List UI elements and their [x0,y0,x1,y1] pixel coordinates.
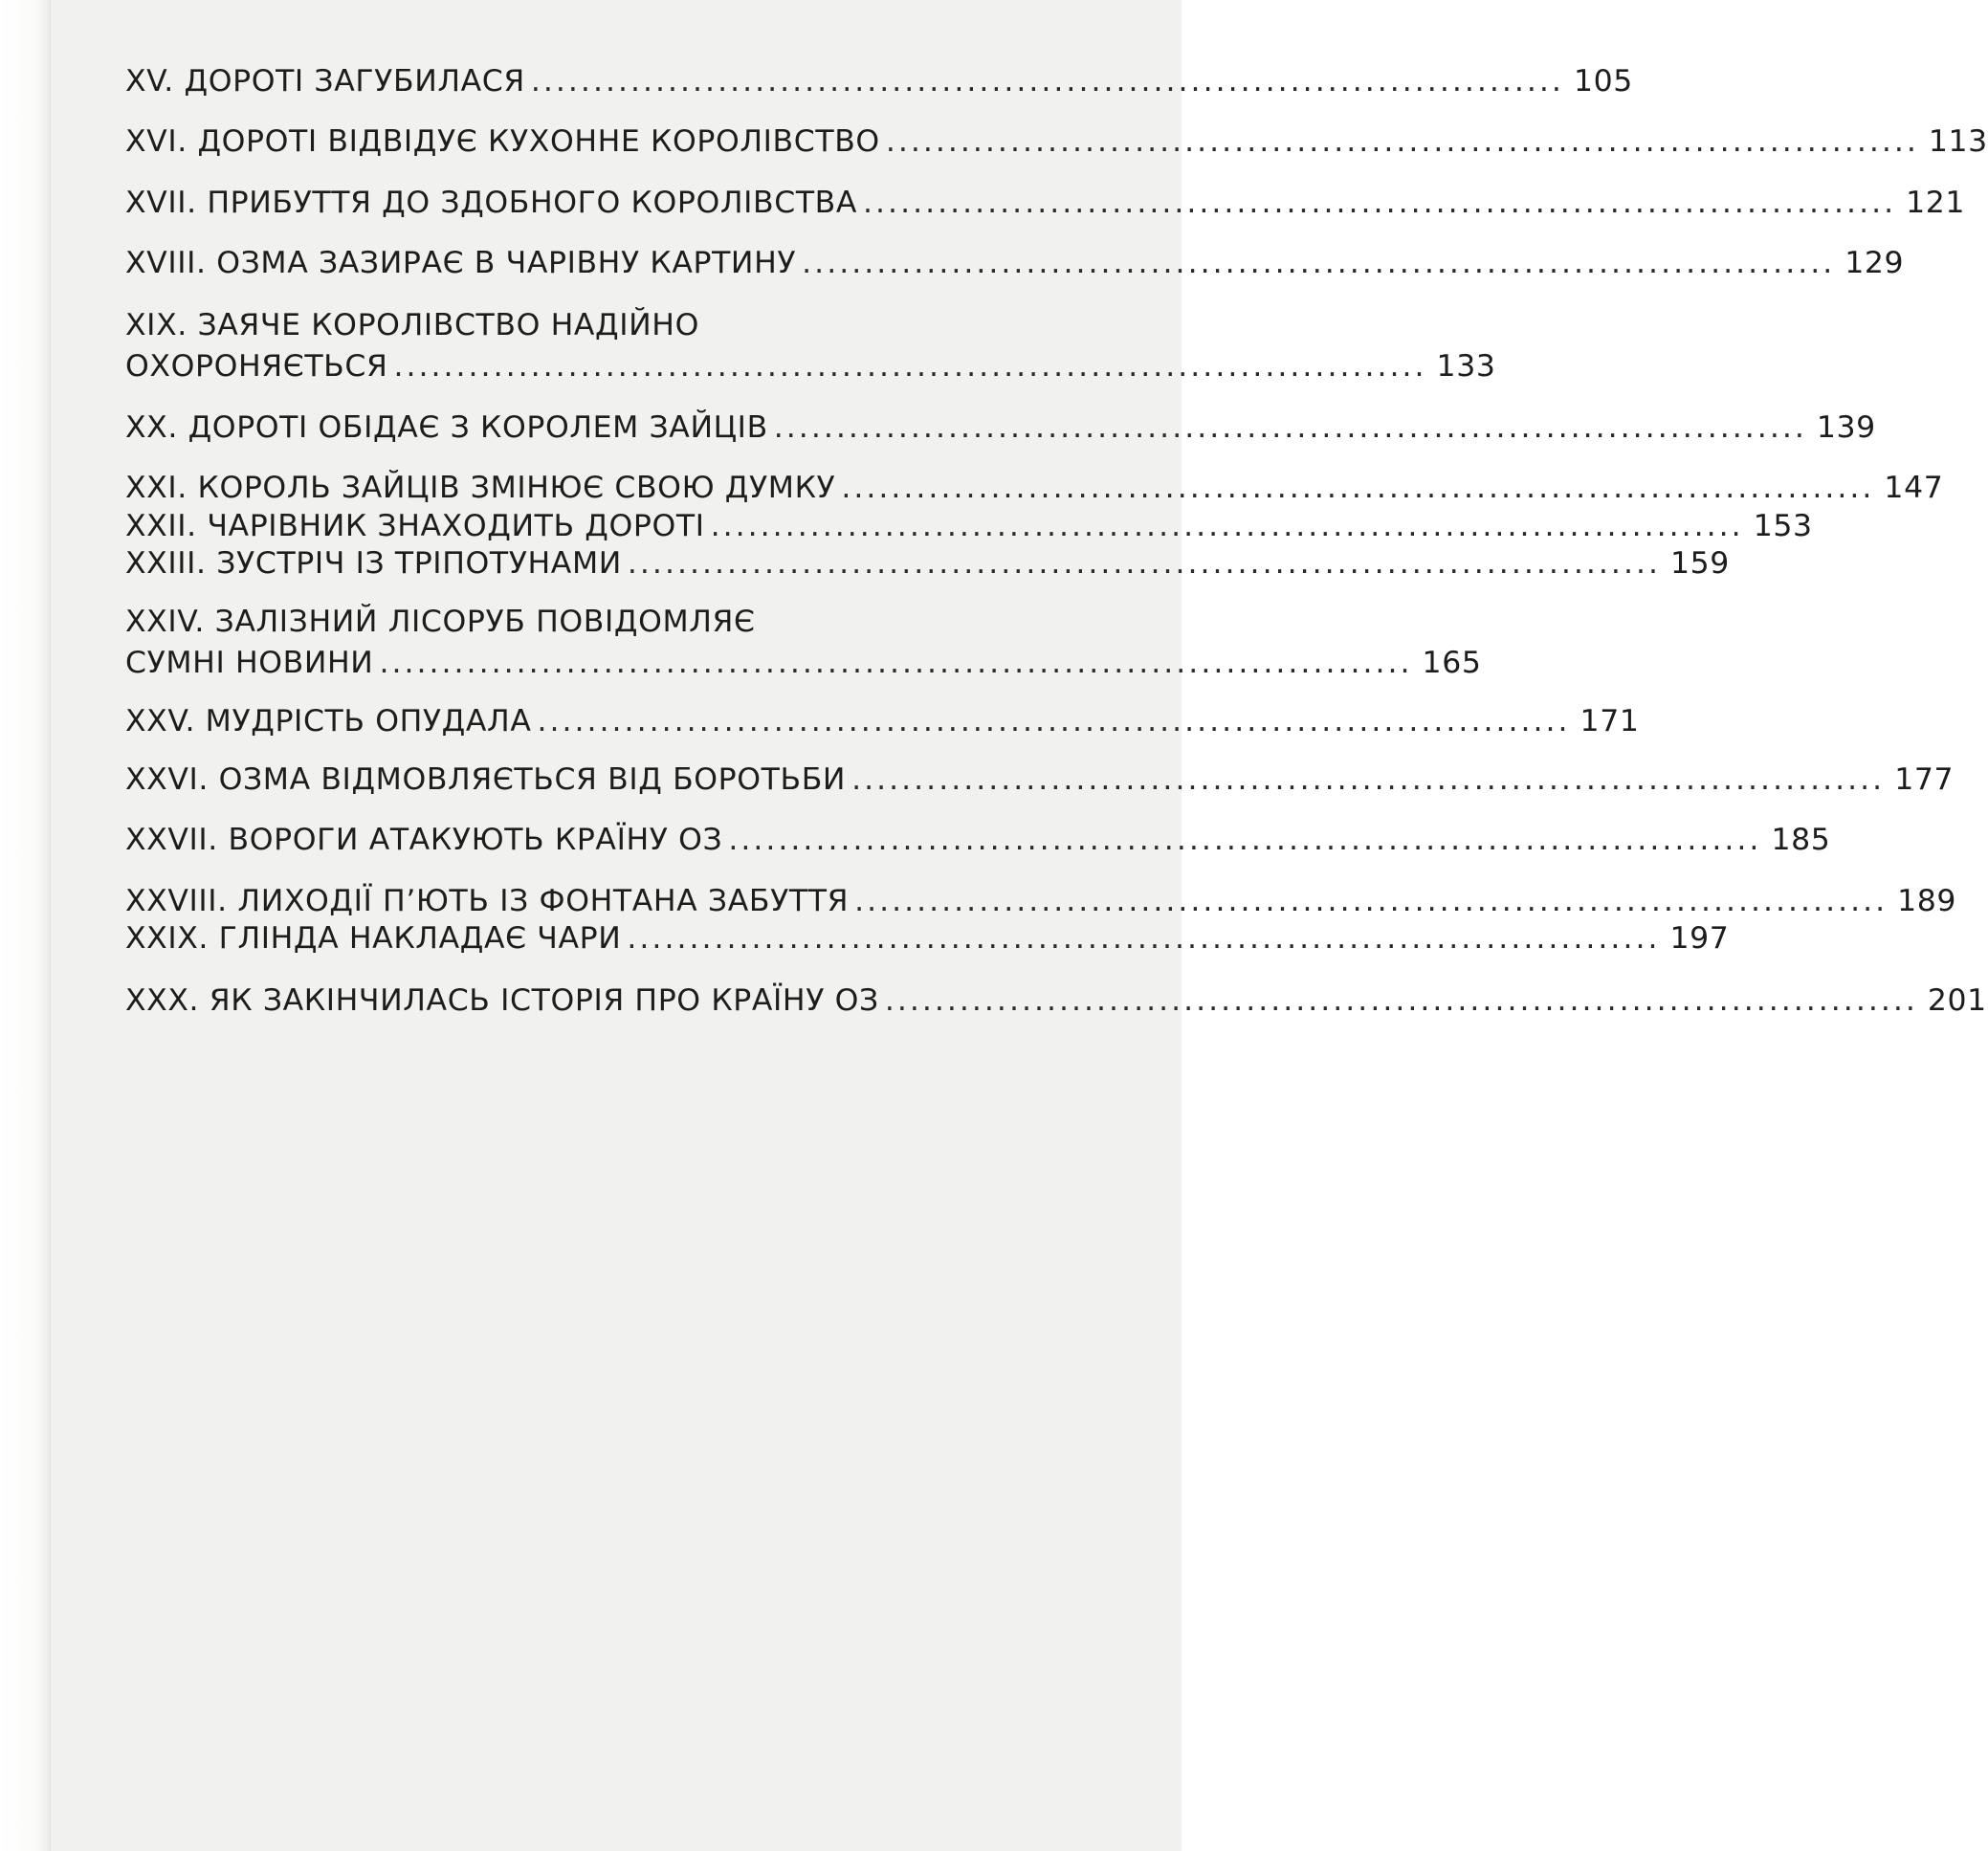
toc-entry: XXIX. ГЛІНДА НАКЛАДАЄ ЧАРИ ................................................................................... 197 [125,918,1034,959]
table-of-contents [125,61,1988,1018]
toc-entry: XVIII. ОЗМА ЗАЗИРАЄ В ЧАРІВНУ КАРТИНУ ................................................................................... 129 [125,243,1034,284]
page-number: 177 [1894,762,1955,797]
toc-entry: XVI. ДОРОТІ ВІДВІДУЄ КУХОННЕ КОРОЛІВСТВО ................................................................................... 113 [125,121,1034,163]
page-number: 159 [1669,546,1730,581]
toc-entry: XXVIII. ЛИХОДІЇ П’ЮТЬ ІЗ ФОНТАНА ЗАБУТТЯ ................................................................................... 189 [125,881,1034,922]
chapter-title-line2: СУМНІ НОВИНИ [125,646,374,680]
toc-entry: XV. ДОРОТІ ЗАГУБИЛАСЯ ................................................................................... 105 [125,61,1034,102]
page-edge [0,0,50,1851]
page-number: 171 [1579,704,1640,738]
page-number: 139 [1816,410,1876,445]
toc-entry: XXIV. ЗАЛІЗНИЙ ЛІСОРУБ ПОВІДОМЛЯЄ СУМНІ НОВИНИ ................................................................................... 165 [125,602,1034,684]
chapter-title-line1: XIX. ЗАЯЧЕ КОРОЛІВСТВО НАДІЙНО [125,308,699,342]
page-number: 129 [1844,246,1905,280]
chapter-title: XXII. ЧАРІВНИК ЗНАХОДИТЬ ДОРОТІ [125,509,705,543]
toc-entry: XXIII. ЗУСТРІЧ ІЗ ТРІПОТУНАМИ ................................................................................... 159 [125,543,1034,584]
chapter-title: XXIX. ГЛІНДА НАКЛАДАЄ ЧАРИ [125,921,622,956]
toc-entry: XXII. ЧАРІВНИК ЗНАХОДИТЬ ДОРОТІ ................................................................................... 153 [125,506,1034,547]
page-number: 147 [1884,471,1944,505]
page-number: 201 [1927,983,1987,1018]
page-number: 165 [1422,646,1482,680]
chapter-title: XX. ДОРОТІ ОБІДАЄ З КОРОЛЕМ ЗАЙЦІВ [125,410,768,445]
page-number: 197 [1669,921,1730,956]
chapter-title: XXVI. ОЗМА ВІДМОВЛЯЄТЬСЯ ВІД БОРОТЬБИ [125,762,847,797]
toc-entry: XXVI. ОЗМА ВІДМОВЛЯЄТЬСЯ ВІД БОРОТЬБИ ................................................................................... 177 [125,760,1034,801]
chapter-title: XXI. КОРОЛЬ ЗАЙЦІВ ЗМІНЮЄ СВОЮ ДУМКУ [125,471,836,505]
toc-entry: XXV. МУДРІСТЬ ОПУДАЛА ................................................................................... 171 [125,701,1034,742]
toc-entry: XIX. ЗАЯЧЕ КОРОЛІВСТВО НАДІЙНО ОХОРОНЯЄТЬСЯ ................................................................................... 133 [125,305,1034,387]
chapter-title: XXX. ЯК ЗАКІНЧИЛАСЬ ІСТОРІЯ ПРО КРАЇНУ ОЗ [125,983,879,1018]
chapter-title: XXIII. ЗУСТРІЧ ІЗ ТРІПОТУНАМИ [125,546,622,581]
page-number: 113 [1928,124,1988,159]
chapter-title-line1: XXIV. ЗАЛІЗНИЙ ЛІСОРУБ ПОВІДОМЛЯЄ [125,605,756,639]
chapter-title: XXVIII. ЛИХОДІЇ П’ЮТЬ ІЗ ФОНТАНА ЗАБУТТЯ [125,884,850,918]
toc-entry: XVII. ПРИБУТТЯ ДО ЗДОБНОГО КОРОЛІВСТВА ................................................................................... 121 [125,183,1034,224]
chapter-title-line2: ОХОРОНЯЄТЬСЯ [125,349,388,384]
chapter-title: XXV. МУДРІСТЬ ОПУДАЛА [125,704,532,738]
chapter-title: XVIII. ОЗМА ЗАЗИРАЄ В ЧАРІВНУ КАРТИНУ [125,246,797,280]
chapter-title: XV. ДОРОТІ ЗАГУБИЛАСЯ [125,64,525,99]
page-number: 189 [1897,884,1957,918]
chapter-title: XXVII. ВОРОГИ АТАКУЮТЬ КРАЇНУ ОЗ [125,823,723,857]
toc-entry: XXVII. ВОРОГИ АТАКУЮТЬ КРАЇНУ ОЗ ................................................................................... 185 [125,820,1034,861]
page-number: 133 [1436,349,1496,384]
toc-entry: XX. ДОРОТІ ОБІДАЄ З КОРОЛЕМ ЗАЙЦІВ ................................................................................... 139 [125,408,1034,449]
toc-entry: XXX. ЯК ЗАКІНЧИЛАСЬ ІСТОРІЯ ПРО КРАЇНУ ОЗ ................................................................................... 201 [125,981,1034,1022]
chapter-title: XVII. ПРИБУТТЯ ДО ЗДОБНОГО КОРОЛІВСТВА [125,186,858,220]
page-number: 153 [1753,509,1813,543]
toc-entry: XXI. КОРОЛЬ ЗАЙЦІВ ЗМІНЮЄ СВОЮ ДУМКУ ................................................................................... 147 [125,468,1034,509]
page-number: 105 [1573,64,1633,99]
chapter-title: XVI. ДОРОТІ ВІДВІДУЄ КУХОННЕ КОРОЛІВСТВО [125,124,880,159]
page-number: 121 [1906,186,1966,220]
page-number: 185 [1771,823,1831,857]
